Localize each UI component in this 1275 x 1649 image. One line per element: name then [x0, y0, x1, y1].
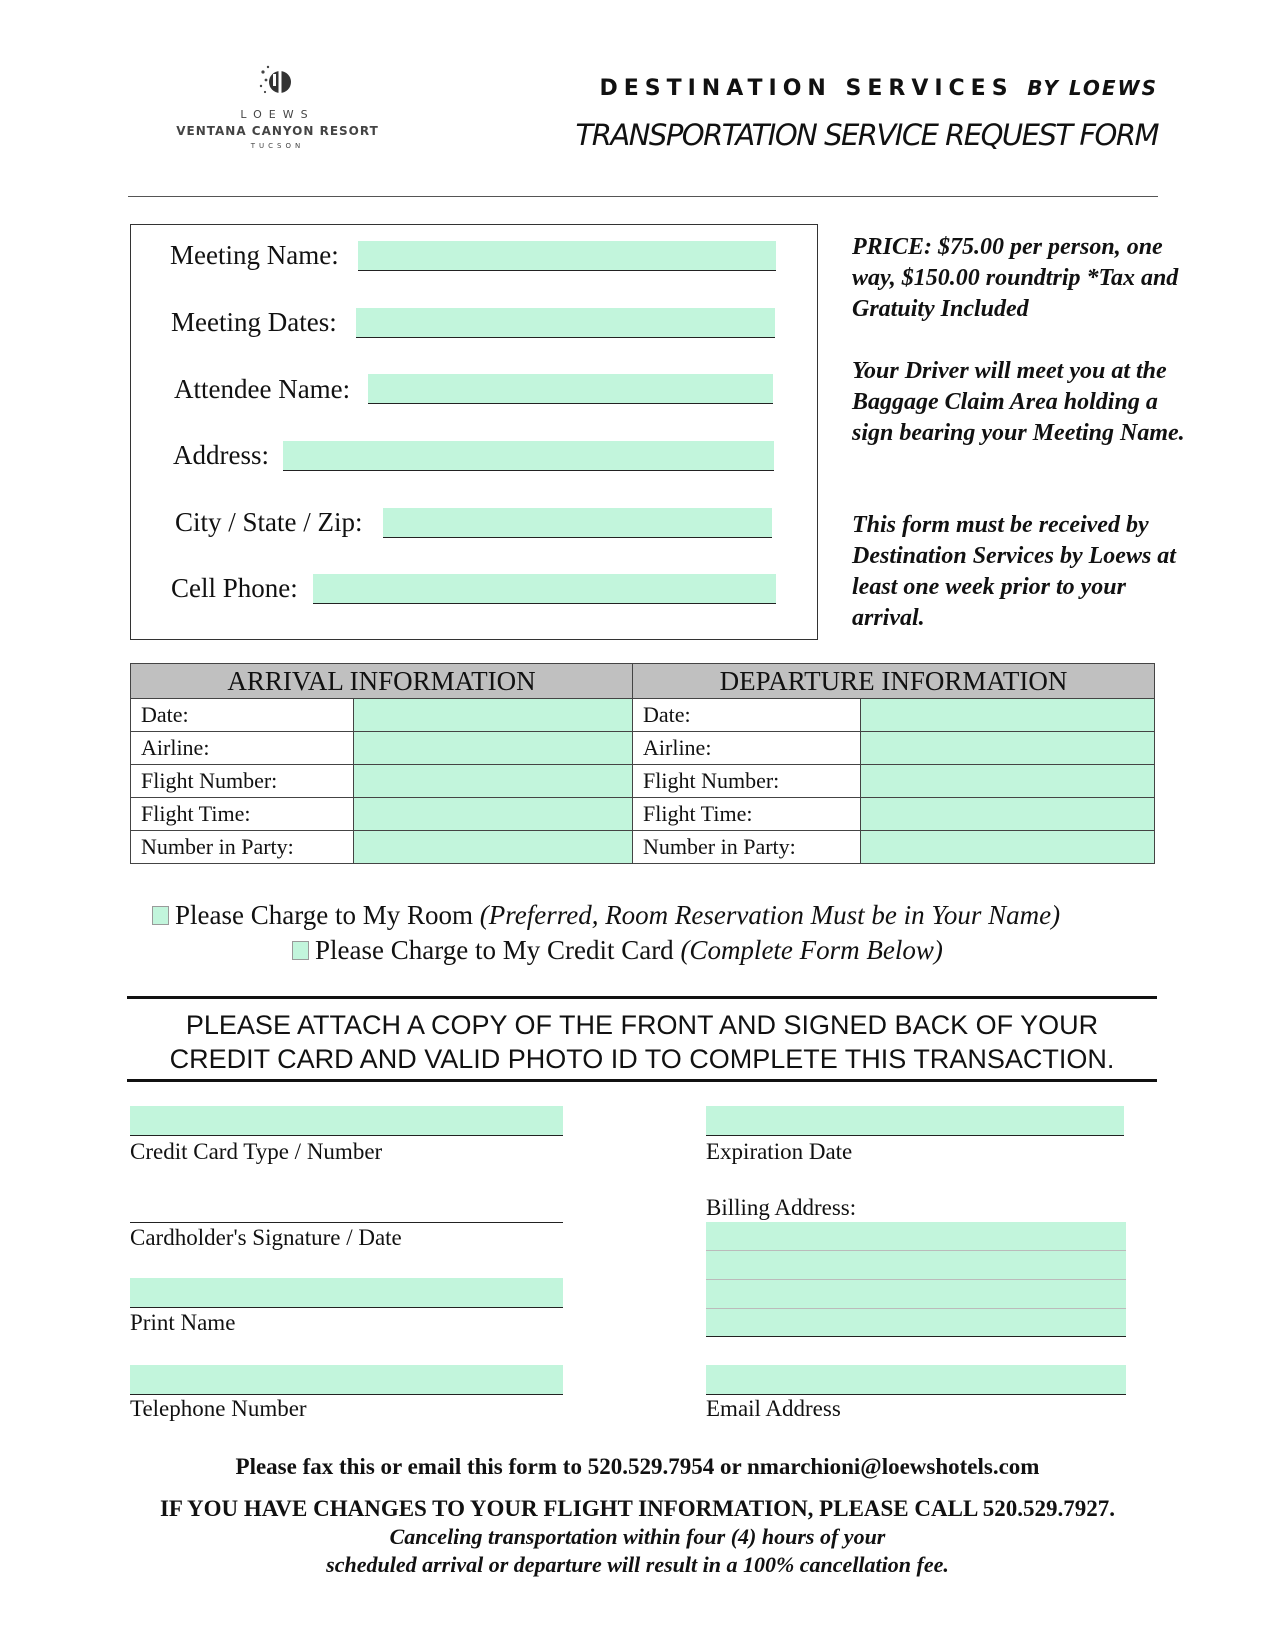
attach-notice-line2: CREDIT CARD AND VALID PHOTO ID TO COMPLETE THIS TRANSACTION.: [169, 1044, 1115, 1074]
attach-top-rule: [127, 996, 1157, 999]
driver-note: Your Driver will meet you at the Baggage Claim Area holding a sign bearing your Meeting Name.: [852, 358, 1185, 446]
fax-instructions: Please fax this or email this form to 520.529.7954 or nmarchioni@loewshotels.com: [235, 1454, 1040, 1479]
departure-flight-time-field[interactable]: [861, 798, 1155, 831]
billing-address-line3[interactable]: [706, 1280, 1126, 1309]
departure-flight-number-field[interactable]: [861, 765, 1155, 798]
charge-card-checkbox[interactable]: [292, 941, 309, 960]
billing-address-line1[interactable]: [706, 1222, 1126, 1251]
expiration-date-field[interactable]: [706, 1106, 1124, 1136]
form-subtitle: TRANSPORTATION SERVICE REQUEST FORM: [575, 118, 1158, 152]
arrival-date-label: Date:: [131, 699, 354, 732]
billing-address-label: Billing Address:: [706, 1195, 857, 1220]
departure-flight-number-label: Flight Number:: [633, 765, 861, 798]
departure-header: DEPARTURE INFORMATION: [633, 664, 1155, 699]
logo-city-text: TUCSON: [250, 142, 305, 150]
charge-card-option: [292, 935, 943, 966]
print-name-label: Print Name: [130, 1310, 236, 1335]
attach-notice: [127, 1008, 1157, 1076]
departure-airline-label: Airline:: [633, 732, 861, 765]
departure-flight-time-label: Flight Time:: [633, 798, 861, 831]
arrival-flight-number-field[interactable]: [354, 765, 633, 798]
departure-party-size-label: Number in Party:: [633, 831, 861, 864]
header-divider: [128, 196, 1158, 197]
email-field[interactable]: [706, 1365, 1126, 1395]
address-label: Address:: [173, 440, 269, 470]
billing-address-line4[interactable]: [706, 1309, 1126, 1337]
flight-changes-notice: IF YOU HAVE CHANGES TO YOUR FLIGHT INFORMATION, PLEASE CALL 520.529.7927.: [159, 1496, 1116, 1521]
signature-date-label: Cardholder's Signature / Date: [130, 1225, 402, 1250]
city-state-zip-field[interactable]: [383, 508, 772, 538]
attach-notice-line1: PLEASE ATTACH A COPY OF THE FRONT AND SIGNED BACK OF YOUR: [185, 1010, 1099, 1040]
flight-info-table: [130, 663, 1155, 864]
header-title-by: BY LOEWS: [1027, 76, 1158, 100]
meeting-dates-field[interactable]: [356, 308, 775, 338]
card-type-number-field[interactable]: [130, 1106, 563, 1136]
resort-logo: [170, 60, 385, 165]
attendee-name-field[interactable]: [368, 374, 773, 404]
billing-address-line2[interactable]: [706, 1251, 1126, 1280]
address-field[interactable]: [283, 441, 774, 471]
departure-date-label: Date:: [633, 699, 861, 732]
arrival-party-size-label: Number in Party:: [131, 831, 354, 864]
email-label: Email Address: [706, 1396, 841, 1421]
arrival-flight-time-field[interactable]: [354, 798, 633, 831]
deadline-note: This form must be received by Destination Services by Loews at least one week prior to your arrival.: [852, 512, 1176, 631]
telephone-label: Telephone Number: [130, 1396, 307, 1421]
cell-phone-label: Cell Phone:: [171, 573, 298, 603]
cancellation-notice-line2: scheduled arrival or departure will result in a 100% cancellation fee.: [326, 1552, 949, 1577]
arrival-date-field[interactable]: [354, 699, 633, 732]
charge-card-label: Please Charge to My Credit Card: [315, 935, 674, 965]
arrival-party-size-field[interactable]: [354, 831, 633, 864]
arrival-airline-field[interactable]: [354, 732, 633, 765]
departure-airline-field[interactable]: [861, 732, 1155, 765]
logo-brand-text: LOEWS: [240, 108, 315, 121]
price-note: PRICE: $75.00 per person, one way, $150.00 roundtrip *Tax and Gratuity Included: [852, 234, 1179, 322]
print-name-field[interactable]: [130, 1278, 563, 1308]
arrival-flight-time-label: Flight Time:: [131, 798, 354, 831]
cancellation-notice-line1: Canceling transportation within four (4) hours of your: [389, 1524, 886, 1549]
arrival-header: ARRIVAL INFORMATION: [131, 664, 633, 699]
departure-date-field[interactable]: [861, 699, 1155, 732]
logo-resort-text: VENTANA CANYON RESORT: [176, 124, 379, 138]
departure-party-size-field[interactable]: [861, 831, 1155, 864]
cell-phone-field[interactable]: [313, 574, 776, 604]
meeting-dates-label: Meeting Dates:: [171, 307, 337, 337]
telephone-field[interactable]: [130, 1365, 563, 1395]
expiration-date-label: Expiration Date: [706, 1139, 853, 1164]
charge-room-checkbox[interactable]: [152, 906, 169, 925]
header-title-main: DESTINATION SERVICES: [599, 76, 1014, 101]
card-type-number-label: Credit Card Type / Number: [130, 1139, 383, 1164]
charge-room-note: (Preferred, Room Reservation Must be in Your Name): [479, 900, 1061, 930]
arrival-flight-number-label: Flight Number:: [131, 765, 354, 798]
arrival-airline-label: Airline:: [131, 732, 354, 765]
city-state-zip-label: City / State / Zip:: [175, 507, 363, 537]
attach-bottom-rule: [127, 1079, 1157, 1082]
meeting-name-label: Meeting Name:: [170, 240, 339, 270]
meeting-name-field[interactable]: [358, 241, 776, 271]
cactus-star-logo-icon: [256, 60, 300, 104]
signature-date-field[interactable]: [130, 1193, 563, 1223]
header-title: [548, 76, 1158, 101]
charge-room-label: Please Charge to My Room: [175, 900, 473, 930]
attendee-name-label: Attendee Name:: [174, 374, 351, 404]
charge-room-option: [152, 900, 1060, 931]
charge-card-note: (Complete Form Below): [680, 935, 943, 965]
